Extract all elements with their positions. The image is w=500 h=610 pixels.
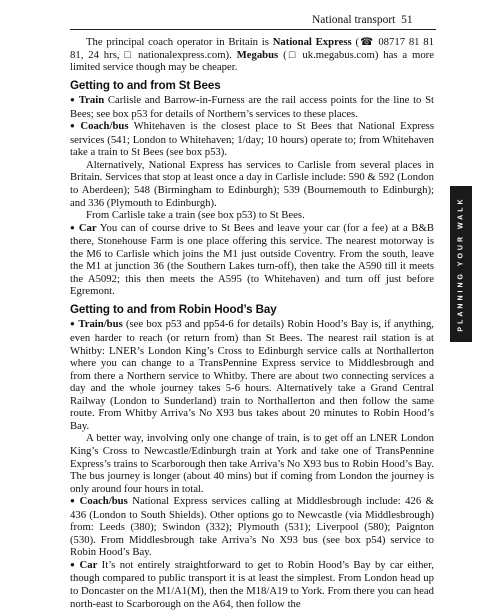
section-heading-robin-hoods-bay: Getting to and from Robin Hood’s Bay [70, 302, 277, 316]
robin-train-label: ● Train/bus [70, 318, 123, 330]
header-rule [70, 29, 436, 30]
st-bees-car-paragraph: ● Car You can of course drive to St Bees and leave your car (for a fee) at a B&B there, Stonehouse Farm is one place offering this service. The nearest motorway is the M6 to Carlisle which joins the M1 just outside Coventry. From the south, leave the M1 at junction 36 (the Southern Lakes turn-off), then take the A590 till it meets the A5092; this then meets the A595 (to Whitehaven) and turn off just before Egremont. [70, 222, 434, 298]
robin-better-way-paragraph: A better way, involving only one change of train, is to get off an LNER London King’s Cross to Newcastle/Edinburgh train at York and take one of TransPennine Express’s trains to Scarborough then take Arriva’s No X93 bus to Robin Hood’s Bay. The bus journey is longer (about 40 mins) but if coming from London the journey is only around four hours in total. [70, 432, 434, 495]
intro-paragraph: The principal coach operator in Britain is National Express (☎ 08717 81 81 81, 24 hrs, □ nationalexpress.com). Megabus (□ uk.megabus.com) has a more limited service though may be cheaper. [70, 36, 434, 74]
side-tab-label: PLANNING YOUR WALK [457, 196, 465, 332]
st-bees-carlisle-paragraph: From Carlisle take a train (see box p53) to St Bees. [86, 209, 305, 222]
st-bees-alternative-paragraph: Alternatively, National Express has services to Carlisle from several places in Britain. Services that stop at least once a day in Carlisle include: 590 & 592 (London to Aberdeen); 548 (Birmingham to Edinburgh); 539 (Bournemouth to Edinburgh); and 336 (Plymouth to Edinburgh). [70, 158, 434, 209]
st-bees-train-label: ● Train [70, 94, 104, 106]
body-text [70, 36, 434, 610]
robin-train-paragraph: ● Train/bus (see box p53 and pp54-6 for details) Robin Hood’s Bay is, if anything, even harder to reach (or return from) than St Bees. The nearest rail station is at Whitby: LNER’s London King’s Cross to Edinburgh service calls at Northallerton where you can change to a TransPennine Express service to Middlesbrough and from there a Northern service to Whitby. There are about two connecting services a day and the whole journey takes 5-6 hours. Alternatively take a Grand Central Railway (London to Sunderland) train to Northallerton and then follow the same route. From Whitby Arriva’s No X93 bus takes about 20 minutes to Robin Hood’s Bay. [70, 318, 434, 432]
st-bees-coach-label: ● Coach/bus [70, 120, 129, 132]
robin-car-label: ● Car [70, 559, 97, 571]
running-header [312, 14, 413, 26]
robin-car-paragraph: ● Car It’s not entirely straightforward to get to Robin Hood’s Bay by car either, though compared to public transport it is at least the simplest. From London head up to Doncaster on the M1/A1(M), then the M18/A19 to York. From there you can head north-east to Scarborough on the A64, then follow the [70, 559, 434, 610]
st-bees-car-label: ● Car [70, 222, 97, 234]
national-express-name: National Express [272, 36, 352, 48]
st-bees-coach-paragraph: ● Coach/bus Whitehaven is the closest place to St Bees that National Express services (541; London to Whitehaven; 1/day; 10 hours) operate to; from Whitehaven take a train to St Bees (see box p53). [70, 120, 434, 159]
megabus-name: Megabus [236, 48, 279, 61]
robin-coach-paragraph: ● Coach/bus National Express services calling at Middlesbrough include: 426 & 436 (London to South Shields). Other options go to Newcastle (via Middlesbrough) from: Leeds (380); Swindon (332); Plymouth (531); Liverpool (580); Paignton (530). From Middlesbrough take Arriva’s No X93 bus (see box p54) service to Robin Hood’s Bay. [70, 495, 434, 559]
section-side-tab [450, 186, 472, 342]
section-heading-st-bees: Getting to and from St Bees [70, 78, 221, 92]
page-header [0, 0, 500, 28]
st-bees-train-paragraph: ● Train Carlisle and Barrow-in-Furness are the rail access points for the line to St Bees; see box p53 for details of Northern’s services to these places. [70, 94, 434, 120]
robin-coach-label: ● Coach/bus [70, 495, 128, 507]
running-title: National transport [312, 14, 396, 26]
page-number: 51 [401, 14, 413, 26]
